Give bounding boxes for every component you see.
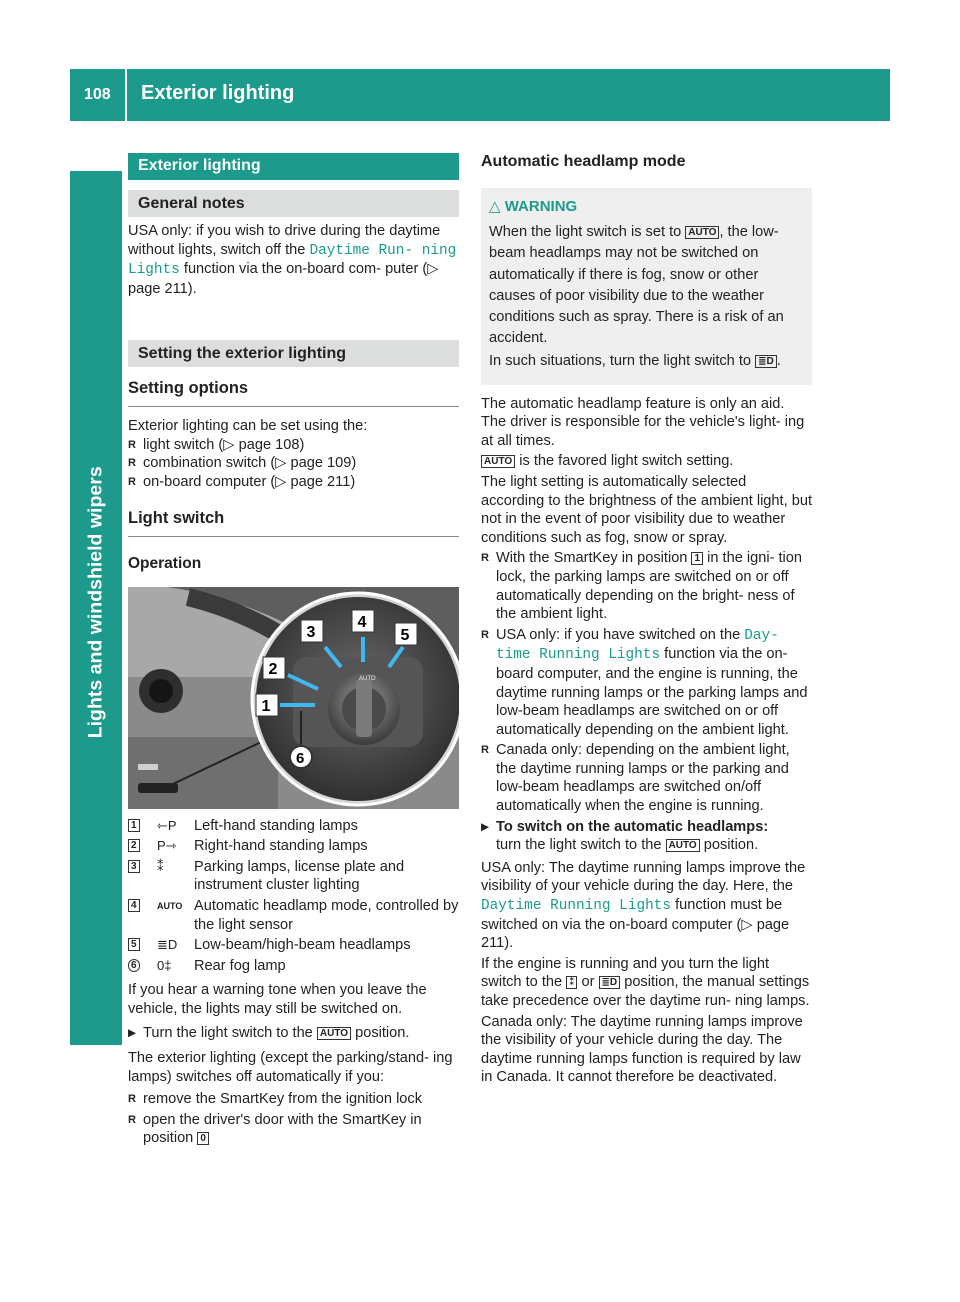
page-ref-arrow-icon: ▷ [275, 455, 287, 472]
para-usa-daytime: USA only: The daytime running lamps improve the visibility of your vehicle during the day. Here, the Daytime Running Lights function must be switched on via the on-board computer (▷ page 211). [481, 859, 806, 952]
light-switch-heading: Light switch [128, 509, 459, 537]
auto-mode-heading: Automatic headlamp mode [481, 153, 686, 170]
svg-text:2: 2 [268, 660, 278, 678]
low-beam-icon: ≣D [755, 355, 777, 368]
page-ref[interactable]: page 108 [238, 436, 300, 453]
chapter-label: Lights and windshield wipers [84, 466, 107, 739]
position-one-icon: 1 [691, 552, 703, 565]
warning-text: When the light switch is set to AUTO , the low- beam headlamps may not be switched on automatically if there is fog, snow or other causes of poor visibility due to the weather conditions such as spray. There is a risk of an accident. [489, 224, 784, 347]
list-item: R Canada only: depending on the ambient light, the daytime running lamps or the parking and low-beam headlamps are switched on/off automatically when the engine is running. [481, 741, 812, 815]
para-aid: The automatic headlamp feature is only an aid. The driver is responsible for the vehicle's light- ing at all times. [481, 395, 805, 449]
auto-icon: AUTO [666, 839, 700, 852]
list-item: R combination switch (▷ page 109) [128, 454, 459, 473]
rear-fog-lamp-icon: 0‡ [157, 957, 172, 973]
warning-title: △ WARNING [489, 197, 578, 215]
list-item: R open the driver's door with the SmartKey in position 0 [128, 1111, 459, 1148]
legend-item: 3 ⁑ Parking lamps, license plate and instrument cluster lighting [128, 858, 459, 895]
page-ref[interactable]: page 109 [290, 455, 352, 472]
legend-item: 1 ⇽P Left-hand standing lamps [128, 817, 459, 836]
list-item: R remove the SmartKey from the ignition lock [128, 1090, 459, 1109]
callout-5 [395, 623, 417, 645]
instruction-step: ▶ Turn the light switch to the AUTO position. [128, 1024, 459, 1043]
low-beam-icon: ≣D [157, 937, 178, 953]
warning-advice: In such situations, turn the light switch to ≣D . [489, 353, 781, 370]
legend-item: 5 ≣D Low-beam/high-beam headlamps [128, 936, 459, 955]
setting-options-list [128, 436, 459, 492]
page-ref-arrow-icon: ▷ [275, 473, 287, 490]
para-manual-precedence: If the engine is running and you turn the light switch to the ⁑ or ≣D position, the manual settings take precedence over the daytime run- ning lamps. [481, 955, 810, 1010]
svg-text:4: 4 [357, 613, 367, 631]
right-standing-lamps-icon: P⇾ [157, 838, 177, 854]
svg-text:6: 6 [296, 749, 305, 767]
auto-off-text: The exterior lighting (except the parking/stand- ing lamps) switches off automatically if you: [128, 1050, 453, 1085]
list-item: R light switch (▷ page 108) [128, 436, 459, 455]
chapter-side-tab [70, 171, 122, 1045]
svg-text:1: 1 [261, 697, 271, 715]
list-item: R on-board computer (▷ page 211) [128, 473, 459, 492]
warning-triangle-icon: △ [489, 197, 505, 215]
auto-icon: AUTO [481, 455, 515, 468]
callout-4 [352, 610, 374, 632]
left-standing-lamps-icon: ⇽P [157, 817, 177, 833]
header-divider [125, 69, 127, 121]
list-item: R USA only: if you have switched on the Day‐ time Running Lights function via the on- board computer, and the engine is running, the daytime running lamps or the parking lamps and low-beam headlamps are switched on or off automatically depending on the ambient light. [481, 626, 812, 740]
auto-marking: AUTO [359, 675, 376, 682]
page-ref[interactable]: page 211 [481, 916, 790, 952]
para-favored: AUTO is the favored light switch setting. [481, 452, 812, 471]
auto-icon: AUTO [157, 900, 183, 911]
right-column [481, 153, 812, 1087]
daytime-running-lights-link[interactable]: Daytime Running Lights [481, 898, 671, 915]
auto-mode-list [481, 549, 812, 815]
list-item: R With the SmartKey in position 1 in the igni- tion lock, the parking lamps are switched on or off automatically depending on the bright- ness of the ambient light. [481, 549, 812, 623]
setting-intro: Exterior lighting can be set using the: [128, 417, 368, 434]
auto-icon: AUTO [685, 226, 719, 239]
para-canada: Canada only: The daytime running lamps improve the visibility of your vehicle during the day. The daytime running lamps function is required by law in Canada. It cannot therefore be deactivated. [481, 1013, 803, 1086]
legend-item: 4 AUTO Automatic headlamp mode, controlled by the light sensor [128, 897, 459, 934]
callout-6 [290, 746, 312, 768]
warning-box [481, 188, 812, 385]
daytime-running-lights-link[interactable]: Day‐ time Running Lights [496, 627, 779, 664]
callout-2 [263, 657, 285, 679]
auto-icon: AUTO [317, 1027, 351, 1040]
instruction-step: ▶ To switch on the automatic headlamps: turn the light switch to the AUTO position. [481, 818, 812, 855]
legend-list [128, 817, 459, 976]
page-number: 108 [84, 86, 111, 103]
low-beam-icon: ≣D [599, 976, 621, 989]
general-notes-text: USA only: if you wish to drive during the daytime without lights, switch off the Daytime Run‐ ning Lights function via the on-board com- puter (▷ page 211). [128, 223, 457, 297]
setting-heading: Setting the exterior lighting [128, 340, 459, 367]
general-notes-heading: General notes [128, 190, 459, 217]
page-ref-arrow-icon: ▷ [223, 436, 235, 453]
section-title-bar: Exterior lighting [128, 153, 459, 180]
callout-1 [256, 694, 278, 716]
operation-heading: Operation [128, 554, 202, 572]
setting-options-heading: Setting options [128, 379, 459, 407]
parking-lamps-icon: ⁑ [157, 858, 164, 874]
page-ref[interactable]: page 211 [290, 473, 351, 490]
callout-3 [301, 620, 323, 642]
left-column [128, 153, 459, 1148]
page-title: Exterior lighting [141, 82, 295, 104]
page-ref-arrow-icon: ▷ [741, 916, 753, 933]
auto-off-list [128, 1090, 459, 1148]
page-header [70, 69, 890, 121]
warning-tone-text: If you hear a warning tone when you leave the vehicle, the lights may still be switched on. [128, 982, 427, 1017]
parking-lamps-icon: ⁑ [566, 976, 577, 989]
light-switch-figure [128, 587, 459, 809]
page-ref-arrow-icon: ▷ [427, 261, 439, 278]
position-zero-icon: 0 [197, 1132, 209, 1145]
daytime-running-lights-link[interactable]: Daytime Run‐ ning Lights [128, 242, 457, 279]
svg-text:5: 5 [400, 626, 410, 644]
legend-item: 6 0‡ Rear fog lamp [128, 957, 459, 976]
svg-text:3: 3 [306, 623, 316, 641]
para-auto-selected: The light setting is automatically selected according to the brightness of the ambient light, but not in the event of poor visibility due to weather conditions such as fog, snow or spray. [481, 473, 812, 546]
legend-item: 2 P⇾ Right-hand standing lamps [128, 837, 459, 856]
page-ref[interactable]: page 211 [128, 280, 188, 297]
